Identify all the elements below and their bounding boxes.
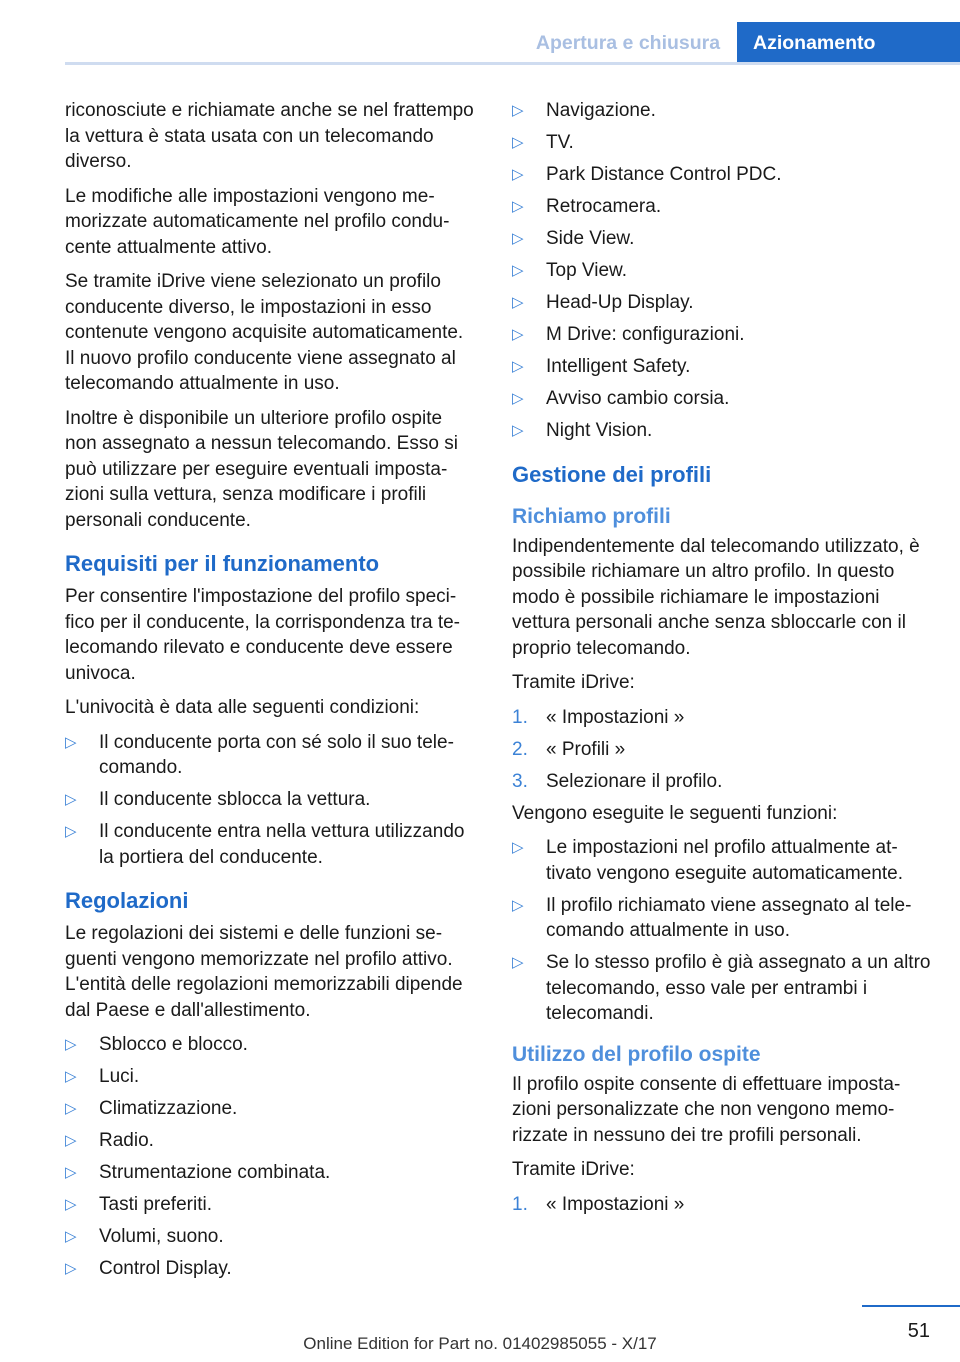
list-item: ▷ Il conducente sblocca la vettura. <box>65 787 475 813</box>
list-item: ▷ TV. <box>512 130 932 156</box>
step-number: 1. <box>512 706 528 728</box>
guest-profile-heading: Utilizzo del profilo ospite <box>512 1042 761 1066</box>
step-item <box>512 769 932 795</box>
settings-list <box>65 1032 475 1282</box>
list-item: ▷ Side View. <box>512 226 932 252</box>
list-item: ▷ Le impostazioni nel profilo attualmente attivato vengono eseguite automaticamente. <box>512 835 932 886</box>
step-item <box>512 1192 932 1218</box>
requirements-text: Per consentire l'impostazione del profilo specifico per il conducente, la corrispondenza tra telecomando rilevato e conducente deve essere univoca. <box>65 586 460 684</box>
list-item: ▷ Retrocamera. <box>512 194 932 220</box>
step-item <box>512 737 932 763</box>
list-item: ▷ Climatizzazione. <box>65 1096 475 1122</box>
list-item: ▷ Sblocco e blocco. <box>65 1032 475 1058</box>
step-text: Selezionare il profilo. <box>546 770 723 792</box>
recall-profiles-text: Indipendentemente dal telecomando utilizzato, è possibile richiamare un altro profilo. In questo modo è possibile richiamare le impostazioni vettura personali anche senza sbloccarle con il proprio telecomando. <box>512 535 920 659</box>
list-item: ▷ Volumi, suono. <box>65 1224 475 1250</box>
settings-heading: Regolazioni <box>65 888 189 913</box>
right-column <box>512 98 932 1224</box>
list-item: ▷ Top View. <box>512 258 932 284</box>
list-item: ▷ M Drive: configurazioni. <box>512 322 932 348</box>
list-item: ▷ Intelligent Safety. <box>512 354 932 380</box>
list-item: ▷ Head-Up Display. <box>512 290 932 316</box>
header-section-tab: Apertura e chiusura <box>535 32 721 54</box>
settings-text: Le regolazioni dei sistemi e delle funzioni seguenti vengono memorizzate nel profilo attivo. L'entità delle regolazioni memorizzabili dipende dal Paese e dall'allestimento. <box>65 923 463 1021</box>
edition-footer: Online Edition for Part no. 01402985055 - X/17 <box>303 1334 657 1353</box>
list-item: ▷ Control Display. <box>65 1256 475 1282</box>
list-item: ▷ Radio. <box>65 1128 475 1154</box>
idrive-instruction: Tramite iDrive: <box>512 672 635 693</box>
step-number: 1. <box>512 1193 528 1215</box>
guest-steps-list <box>512 1192 932 1218</box>
footer-divider <box>862 1305 960 1307</box>
list-item: ▷ Night Vision. <box>512 418 932 444</box>
list-item: ▷ Luci. <box>65 1064 475 1090</box>
step-text: « Profili » <box>546 738 626 760</box>
intro-paragraph: riconosciute e richiamate anche se nel frattempo la vettura è stata usata con un telecomando diverso. <box>65 100 474 172</box>
list-item: ▷ Avviso cambio corsia. <box>512 386 932 412</box>
list-item: ▷ Navigazione. <box>512 98 932 124</box>
requirements-heading: Requisiti per il funzionamento <box>65 551 380 576</box>
settings-list-continued <box>512 98 932 444</box>
left-column <box>65 98 475 1288</box>
intro-paragraph: Se tramite iDrive viene selezionato un profilo conducente diverso, le impostazioni in esso contenute vengono acquisite automaticamente. Il nuovo profilo conducente viene assegnato al telecomando attualmente in uso. <box>65 271 464 394</box>
list-item: ▷ Il profilo richiamato viene assegnato al telecomando attualmente in uso. <box>512 893 932 944</box>
list-item: ▷ Il conducente porta con sé solo il suo telecomando. <box>65 730 475 781</box>
requirements-list <box>65 730 475 871</box>
recall-steps-list <box>512 705 932 795</box>
functions-intro: Vengono eseguite le seguenti funzioni: <box>512 802 838 824</box>
requirements-conditions-intro: L'univocità è data alle seguenti condizioni: <box>65 697 420 718</box>
header-divider <box>65 62 960 65</box>
list-item: ▷ Strumentazione combinata. <box>65 1160 475 1186</box>
list-item: ▷ Park Distance Control PDC. <box>512 162 932 188</box>
functions-list <box>512 835 932 1027</box>
intro-paragraph: Inoltre è disponibile un ulteriore profilo ospite non assegnato a nessun telecomando. Esso si può utilizzare per eseguire eventuali impostazioni sulla vettura, senza modificare i profili personali conducente. <box>65 407 458 531</box>
step-item <box>512 705 932 731</box>
step-text: « Impostazioni » <box>546 706 685 728</box>
guest-profile-text: Il profilo ospite consente di effettuare impostazioni personalizzate che non vengono memorizzate in nessuno dei tre profili personali. <box>512 1073 901 1146</box>
header-chapter-tab: Azionamento <box>737 22 960 64</box>
idrive-instruction: Tramite iDrive: <box>512 1159 635 1180</box>
recall-profiles-heading: Richiamo profili <box>512 504 671 528</box>
list-item: ▷ Il conducente entra nella vettura utilizzando la portiera del conducente. <box>65 819 475 870</box>
profile-management-heading: Gestione dei profili <box>512 461 712 487</box>
step-number: 2. <box>512 738 528 760</box>
step-text: « Impostazioni » <box>546 1193 685 1215</box>
page-number: 51 <box>907 1320 930 1342</box>
step-number: 3. <box>512 770 528 792</box>
list-item: ▷ Tasti preferiti. <box>65 1192 475 1218</box>
intro-paragraph: Le modifiche alle impostazioni vengono memorizzate automaticamente nel profilo conducente attualmente attivo. <box>65 185 450 258</box>
list-item: ▷ Se lo stesso profilo è già assegnato a un altro telecomando, esso vale per entrambi i telecomandi. <box>512 950 932 1027</box>
